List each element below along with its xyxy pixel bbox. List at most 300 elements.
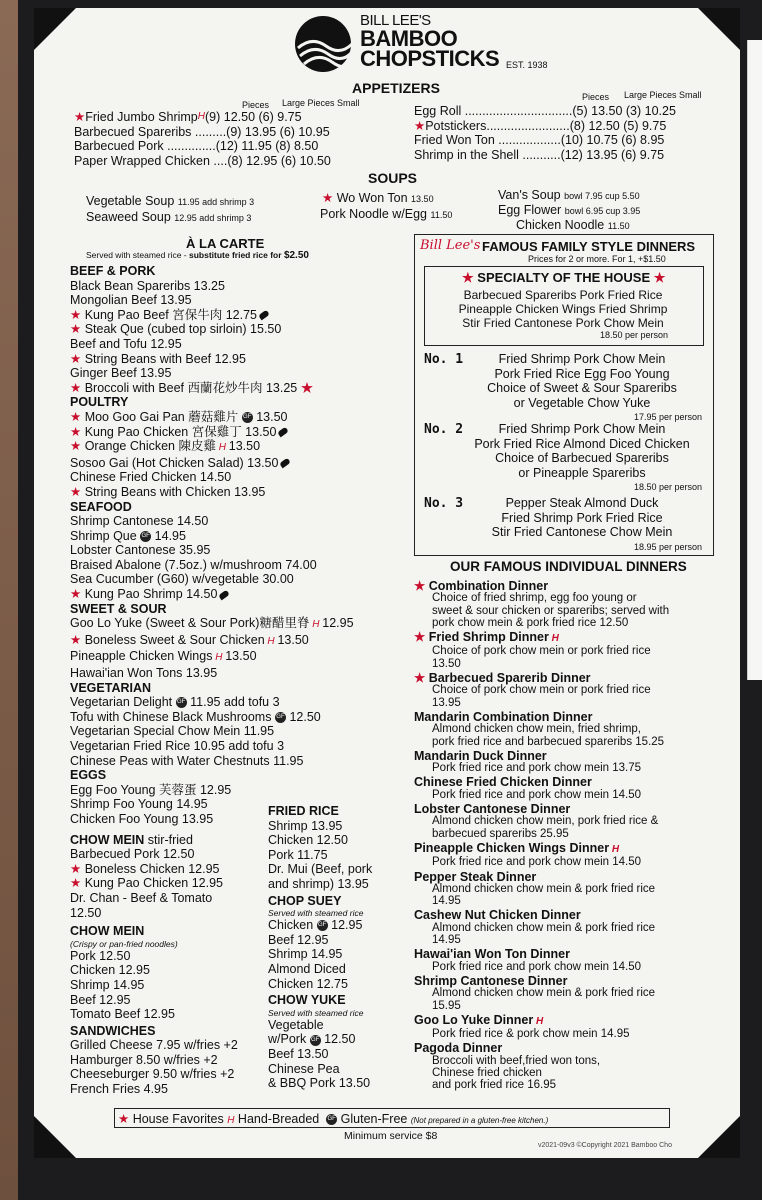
dinner-name-text: Pagoda Dinner: [414, 1041, 503, 1056]
item-text: & BBQ Pork 13.50: [268, 1076, 371, 1091]
item-name: Paper Wrapped Chicken ....: [74, 153, 228, 168]
soup-name: Pork Noodle w/Egg: [320, 207, 428, 221]
item-text: Sea Cucumber (G60) w/vegetable 30.00: [70, 572, 294, 587]
dinner-lines: [462, 352, 702, 425]
item-text: Beef 13.50: [268, 1046, 329, 1061]
menu-item: [70, 616, 354, 633]
paper-edge: [747, 40, 762, 680]
dinner-name: [414, 1014, 669, 1028]
menu-item: [70, 352, 354, 367]
item-text: Dr. Chan - Beef & Tomato: [70, 890, 213, 905]
item-price: 13.50: [256, 409, 288, 424]
menu-item: [70, 470, 354, 485]
legend-gf: Gluten-Free: [340, 1112, 408, 1126]
item-price: 12.95: [331, 918, 363, 933]
star-icon: ★: [653, 270, 666, 285]
soup-price: 11.50: [430, 210, 453, 220]
menu-item: [74, 139, 331, 154]
menu-item: [70, 572, 354, 587]
item-name: Fried Jumbo Shrimp: [85, 110, 198, 124]
est-year: EST. 1938: [506, 60, 548, 70]
item-text: Sosoo Gai (Hot Chicken Salad) 13.50: [70, 455, 279, 470]
star-icon: ★: [70, 307, 85, 322]
soup-price: 12.95 add shrimp 3: [174, 213, 252, 223]
section-title-suffix: stir-fried: [147, 832, 193, 847]
dinner-line: Choice of Barbecued Spareribs: [495, 451, 669, 465]
alacarte-right-column: [268, 804, 372, 1091]
dinner-desc: Almond chicken chow mein, fried shrimp,: [432, 723, 641, 736]
item-text: Shrimp Cantonese 14.50: [70, 514, 209, 529]
dinner-number: No. 2: [424, 422, 464, 437]
item-price: 11.95 add tofu 3: [190, 695, 280, 710]
section-title-text: CHOW YUKE: [268, 993, 346, 1008]
item-text: 12.50: [70, 905, 102, 920]
menu-item: [74, 125, 331, 140]
item-text: Pork 11.75: [268, 847, 328, 862]
item-text: Moo Goo Gai Pan 蘑菇雞片: [84, 409, 239, 424]
item-text: Kung Pao Shrimp 14.50: [84, 587, 218, 602]
dinner-price: 18.50 per person: [633, 482, 702, 492]
item-text: Mongolian Beef 13.95: [70, 293, 192, 308]
hand-breaded-icon: H: [197, 111, 205, 122]
item-text: Chicken Foo Young 13.95: [70, 811, 214, 826]
star-icon: ★: [70, 484, 85, 499]
chili-pepper-icon: [219, 589, 231, 600]
section-title: [70, 768, 354, 783]
menu-item: [414, 133, 676, 148]
hand-breaded-icon: H: [609, 843, 620, 855]
menu-item: [268, 862, 372, 877]
star-icon: ★: [70, 409, 85, 424]
legend-gf-note: (Not prepared in a gluten-free kitchen.): [410, 1116, 549, 1125]
hand-breaded-icon: H: [212, 652, 226, 664]
dinner-name: [414, 871, 669, 883]
soup-item: [498, 203, 640, 217]
section-title: [268, 804, 372, 819]
dinner-name: [414, 711, 669, 723]
item-text: Steak Que (cubed top sirloin) 15.50: [84, 322, 282, 337]
menu-item: [70, 783, 354, 798]
dinner-name-text: Goo Lo Yuke Dinner: [414, 1012, 534, 1027]
menu-item: [70, 724, 354, 739]
dinner-line: or Pineapple Spareribs: [518, 465, 646, 480]
dinner-name: [414, 803, 669, 815]
item-text: Shrimp Que: [70, 528, 137, 543]
menu-item: [70, 514, 354, 529]
gluten-free-icon: GF: [140, 531, 151, 542]
star-icon: ★: [70, 632, 85, 647]
dinner-desc: Chinese fried chicken: [432, 1066, 542, 1079]
dinner-name: [414, 909, 669, 921]
item-text: Hawai'ian Won Tons 13.95: [70, 666, 218, 681]
item-text: Pork 12.50: [70, 948, 131, 963]
menu-item: [414, 119, 676, 134]
star-icon: ★: [70, 351, 85, 366]
brand-main: BAMBOO: [360, 26, 458, 51]
item-text: Pineapple Chicken Wings: [70, 649, 213, 664]
dinner-desc: Almond chicken chow mein, pork fried rice &: [432, 815, 659, 828]
item-name: Egg Roll ...............................: [414, 104, 573, 118]
corner-tab: [698, 8, 740, 50]
dinner-name: [414, 750, 669, 762]
specialty-lines: [434, 288, 692, 330]
item-text: Kung Pao Beef 宮保牛肉 12.75: [84, 307, 258, 322]
specialty-line: Stir Fried Cantonese Pork Chow Mein: [462, 316, 664, 330]
menu-item: [70, 293, 354, 308]
menu-item: [268, 933, 372, 948]
section-title: [268, 993, 372, 1008]
menu-item: [70, 322, 354, 337]
item-price: 12.50: [289, 709, 321, 724]
soup-item: [320, 207, 452, 221]
dinner-desc: Almond chicken chow mein & pork fried rice: [432, 921, 656, 934]
menu-item: [74, 110, 331, 125]
dinner-lines: [462, 496, 702, 554]
menu-item: [70, 366, 354, 381]
individual-title: OUR FAMOUS INDIVIDUAL DINNERS: [450, 559, 687, 574]
item-text: Shrimp 14.95: [268, 947, 343, 962]
soup-name: Vegetable Soup: [86, 194, 175, 208]
gluten-free-icon: GF: [242, 412, 253, 423]
dinner-line: or Vegetable Chow Yuke: [513, 395, 651, 410]
dinner-line: Fried Shrimp Pork Chow Mein: [498, 352, 666, 366]
soups-title: SOUPS: [368, 170, 418, 186]
item-text: Hamburger 8.50 w/fries +2: [70, 1052, 218, 1067]
soup-name: Seaweed Soup: [86, 210, 171, 224]
dinner-name-text: Cashew Nut Chicken Dinner: [414, 908, 581, 923]
dinner-desc: Pork fried rice and pork chow mein 14.50: [432, 856, 642, 869]
menu-item: [70, 410, 354, 425]
item-price: 14.95: [154, 528, 186, 543]
star-icon: ★: [414, 671, 429, 686]
item-name: Barbecued Pork ..............: [74, 139, 216, 153]
item-text: Barbecued Pork 12.50: [70, 847, 195, 862]
alacarte-title: À LA CARTE: [186, 236, 265, 251]
soup-name: Van's Soup: [498, 188, 561, 202]
menu-item: [414, 104, 676, 119]
item-name: Fried Won Ton ..................: [414, 133, 561, 147]
menu-item: [268, 848, 372, 863]
corner-tab: [34, 1116, 76, 1158]
menu-item: [74, 154, 331, 169]
gluten-free-icon: GF: [275, 712, 286, 723]
appetizers-title: APPETIZERS: [352, 80, 440, 96]
item-price: (9) 12.50 (6) 9.75: [205, 110, 302, 124]
dinner-name: [414, 842, 669, 856]
menu-item: [268, 1032, 372, 1047]
family-note: Prices for 2 or more. For 1, +$1.50: [528, 254, 666, 264]
menu-item: [268, 1047, 372, 1062]
star-icon: ★: [70, 587, 85, 602]
hand-breaded-icon: H: [227, 1115, 235, 1126]
dinner-line: Pepper Steak Almond Duck: [505, 496, 659, 510]
menu-item: [268, 1076, 372, 1091]
dinner-name-text: Fried Shrimp Dinner: [428, 630, 549, 645]
dinner-desc: Almond chicken chow mein & pork fried rice: [432, 882, 656, 895]
dinner-desc: Pork fried rice & pork chow mein 14.95: [432, 1028, 630, 1041]
item-text: Boneless Sweet & Sour Chicken: [84, 632, 265, 647]
item-text: String Beans with Chicken 13.95: [84, 484, 266, 499]
app-col-pieces: Pieces: [242, 100, 270, 110]
soup-item: [498, 188, 640, 202]
section-title-text: VEGETARIAN: [70, 680, 152, 695]
app-col-pieces-right: Pieces: [582, 92, 610, 102]
item-text: Chicken 12.50: [268, 833, 348, 848]
specialty-title: ★ SPECIALTY OF THE HOUSE ★: [462, 270, 666, 285]
item-price: 13.50: [277, 632, 309, 647]
item-price: (10) 10.75 (6) 8.95: [560, 133, 665, 147]
alacarte-note: Served with steamed rice - substitute fried rice for $2.50: [86, 250, 309, 261]
gluten-free-icon: GF: [326, 1114, 337, 1125]
hand-breaded-icon: H: [309, 619, 323, 631]
dinner-desc: Choice of fried shrimp, egg foo young or: [432, 592, 637, 605]
dinner-name-text: Barbecued Sparerib Dinner: [428, 671, 591, 686]
section-title-text: CHOP SUEY: [268, 893, 342, 908]
family-title: FAMOUS FAMILY STYLE DINNERS: [482, 239, 696, 254]
section-subtitle: (Crispy or pan-fried noodles): [70, 938, 178, 949]
section-title-text: SANDWICHES: [70, 1023, 156, 1038]
item-text: Kung Pao Chicken 宮保雞丁 13.50: [84, 424, 277, 439]
brand-top: BILL LEE'S: [360, 12, 431, 29]
star-icon: ★: [322, 191, 337, 205]
dinner-desc: pork fried rice and barbecued spareribs 15.25: [432, 735, 665, 748]
gluten-free-icon: GF: [310, 1035, 321, 1046]
menu-item: [268, 877, 372, 892]
item-text: Shrimp Foo Young 14.95: [70, 797, 208, 812]
dinner-desc: 14.95: [432, 895, 461, 908]
section-title-text: POULTRY: [70, 395, 129, 410]
item-text: and shrimp) 13.95: [268, 876, 369, 891]
specialty-line: Barbecued Spareribs Pork Fried Rice: [463, 288, 663, 302]
menu-item: [268, 819, 372, 834]
dinner-line: Pork Fried Rice Egg Foo Young: [494, 366, 670, 381]
section-title: [70, 602, 354, 617]
menu-page: [34, 8, 740, 1158]
dinner-name: [414, 948, 669, 960]
item-price: (8) 12.95 (6) 10.50: [227, 153, 331, 168]
dinner-desc: and pork fried rice 16.95: [432, 1079, 557, 1092]
star-icon: ★: [70, 380, 85, 395]
specialty-line: Pineapple Chicken Wings Fried Shrimp: [458, 302, 668, 316]
dinner-desc: 13.95: [432, 696, 461, 709]
dinner-name-text: Shrimp Cantonese Dinner: [414, 973, 568, 988]
menu-item: [70, 308, 354, 323]
section-title-text: FRIED RICE: [268, 804, 339, 818]
dinner-desc: Almond chicken chow mein & pork fried rice: [432, 987, 656, 1000]
dinner-desc: Pork fried rice and pork chow mein 14.50: [432, 960, 642, 973]
star-icon: ★: [74, 110, 86, 124]
dinner-name: [414, 580, 669, 592]
dinner-desc: Pork fried rice and pork chow mein 13.75: [432, 762, 642, 775]
item-text: Egg Foo Young 芙蓉蛋 12.95: [70, 782, 232, 797]
item-text: Beef and Tofu 12.95: [70, 336, 182, 351]
item-price: (9) 13.95 (6) 10.95: [226, 124, 330, 139]
section-subtitle: Served with steamed rice: [268, 908, 364, 919]
legend-house: House Favorites: [132, 1112, 224, 1126]
appetizers-left: [74, 110, 331, 168]
menu-item: [70, 695, 354, 710]
soup-item: [322, 190, 434, 205]
item-text: Chicken: [268, 918, 314, 933]
soup-price: bowl 6.95 cup 3.95: [564, 206, 641, 216]
legend: [118, 1111, 548, 1126]
dinner-desc: Pork fried rice and pork chow mein 14.50: [432, 788, 642, 801]
gluten-free-icon: GF: [317, 920, 328, 931]
item-text: Chinese Peas with Water Chestnuts 11.95: [70, 753, 304, 768]
item-price: 13.50: [228, 439, 261, 454]
dinner-desc: 13.50: [432, 657, 461, 670]
star-icon: ★: [70, 861, 85, 876]
item-text: Tomato Beef 12.95: [70, 1007, 175, 1022]
section-subtitle: Served with steamed rice: [268, 1007, 364, 1018]
star-icon: ★: [70, 424, 85, 439]
menu-item: [70, 425, 354, 440]
item-text: French Fries 4.95: [70, 1082, 168, 1097]
star-icon: ★: [300, 380, 314, 395]
individual-dinners-list: [414, 578, 669, 1092]
app-col-large: Large Pieces Small: [282, 98, 360, 108]
hand-breaded-icon: H: [533, 1015, 544, 1027]
section-title: [268, 894, 372, 909]
soup-price: 11.95 add shrimp 3: [177, 197, 255, 207]
item-text: Grilled Cheese 7.95 w/fries +2: [70, 1038, 238, 1053]
item-text: Beef 12.95: [268, 932, 329, 947]
item-price: 13.50: [225, 649, 257, 664]
menu-item: [70, 439, 354, 456]
chili-pepper-icon: [278, 427, 290, 438]
soup-item: [86, 194, 254, 208]
dinner-number: No. 3: [424, 496, 464, 511]
section-title-text: EGGS: [70, 768, 107, 783]
section-title-text: CHOW MEIN: [70, 832, 145, 847]
item-text: Ginger Beef 13.95: [70, 366, 172, 381]
section-title-text: CHOW MEIN: [70, 924, 145, 939]
dinner-lines: [462, 422, 702, 495]
dinner-desc: barbecued spareribs 25.95: [432, 827, 569, 840]
app-col-large-right: Large Pieces Small: [624, 90, 702, 100]
menu-item: [268, 1018, 372, 1033]
item-text: Black Bean Spareribs 13.25: [70, 278, 225, 293]
item-text: Chinese Pea: [268, 1061, 340, 1076]
menu-item: [268, 833, 372, 848]
dinner-desc: 15.95: [432, 999, 461, 1012]
menu-item: [70, 558, 354, 573]
item-text: Orange Chicken 陳皮雞: [84, 439, 216, 454]
dinner-desc: sweet & sour chicken or spareribs; served with: [432, 604, 670, 617]
soup-name: Chicken Noodle: [516, 218, 605, 232]
dinner-name: [414, 1042, 669, 1054]
item-price: 12.50: [324, 1032, 356, 1047]
corner-tab: [698, 1116, 740, 1158]
menu-item: [70, 337, 354, 352]
dinner-name: [414, 776, 669, 788]
dinner-line: Pork Fried Rice Almond Diced Chicken: [474, 436, 690, 451]
item-text: Vegetable: [268, 1017, 324, 1032]
corner-tab: [34, 8, 76, 50]
soup-price: 11.50: [607, 221, 630, 231]
item-text: Cheeseburger 9.50 w/fries +2: [70, 1067, 235, 1082]
menu-item: [70, 633, 354, 650]
item-text: Chinese Fried Chicken 14.50: [70, 470, 232, 485]
dinner-name-text: Combination Dinner: [428, 579, 549, 593]
item-name: Barbecued Spareribs .........: [74, 124, 227, 139]
dinner-desc: pork chow mein & pork fried rice 12.50: [432, 616, 629, 629]
star-icon: ★: [414, 118, 426, 133]
section-title-text: BEEF & PORK: [70, 264, 156, 278]
menu-item: [70, 485, 354, 500]
menu-item: [70, 739, 354, 754]
item-text: Almond Diced: [268, 961, 346, 976]
menu-item: [70, 279, 354, 294]
hand-breaded-icon: H: [264, 635, 278, 647]
star-icon: ★: [70, 322, 85, 337]
menu-item: [70, 529, 354, 544]
item-price: (8) 12.50 (5) 9.75: [569, 118, 667, 133]
item-text: Goo Lo Yuke (Sweet & Sour Pork)糖醋里脊: [70, 616, 310, 631]
dinner-name-text: Pepper Steak Dinner: [414, 869, 537, 884]
menu-item: [70, 381, 354, 396]
item-text: Beef 12.95: [70, 992, 131, 1007]
dinner-desc: Broccoli with beef,fried won tons,: [432, 1054, 601, 1067]
dinner-line: Fried Shrimp Pork Fried Rice: [501, 510, 663, 525]
dinner-name-text: Mandarin Duck Dinner: [414, 748, 547, 763]
dinner-name: [414, 975, 669, 987]
star-icon: ★: [118, 1112, 130, 1126]
menu-item: [70, 587, 354, 602]
section-title: [70, 264, 354, 279]
item-price: (12) 11.95 (8) 8.50: [215, 139, 319, 153]
dinner-name: [414, 672, 669, 684]
specialty-price: 18.50 per person: [600, 330, 669, 340]
item-text: Broccoli with Beef 西蘭花炒牛肉 13.25: [84, 380, 298, 395]
menu-item: [70, 649, 354, 666]
dinner-name-text: Lobster Cantonese Dinner: [414, 802, 571, 817]
item-text: Tofu with Chinese Black Mushrooms: [70, 709, 272, 724]
soup-name: Wo Won Ton: [336, 191, 408, 205]
item-text: String Beans with Beef 12.95: [84, 351, 246, 366]
item-text: Boneless Chicken 12.95: [84, 861, 220, 876]
menu-item: [70, 456, 354, 471]
minimum-service: Minimum service $8: [344, 1130, 438, 1142]
item-name: Potstickers........................: [425, 118, 570, 133]
star-icon: ★: [414, 630, 429, 645]
dinner-desc: 14.95: [432, 934, 461, 947]
dinner-line: Fried Shrimp Pork Chow Mein: [498, 422, 666, 436]
dinner-line: Choice of Sweet & Sour Spareribs: [487, 381, 677, 395]
item-text: Dr. Mui (Beef, pork: [268, 862, 373, 877]
hand-breaded-icon: H: [216, 442, 229, 454]
section-title: [70, 681, 354, 696]
menu-item: [268, 918, 372, 933]
copyright: v2021-09v3 ©Copyright 2021 Bamboo Cho: [538, 1142, 672, 1149]
item-text: Kung Pao Chicken 12.95: [84, 876, 223, 891]
gluten-free-icon: GF: [176, 697, 187, 708]
soup-item: [86, 210, 251, 224]
hand-breaded-icon: H: [548, 633, 559, 645]
dinner-price: 17.95 per person: [633, 412, 702, 422]
dinner-name: [414, 631, 669, 645]
section-title-text: SEAFOOD: [70, 499, 132, 514]
dinner-name-text: Pineapple Chicken Wings Dinner: [414, 840, 610, 855]
item-text: Shrimp 13.95: [268, 818, 343, 833]
menu-item: [268, 977, 372, 992]
dinner-number: No. 1: [424, 352, 464, 367]
dinner-name-text: Mandarin Combination Dinner: [414, 709, 593, 724]
menu-item: [414, 148, 676, 163]
dinner-desc: Choice of pork chow mein or pork fried rice: [432, 645, 651, 658]
dinner-line: Stir Fried Cantonese Chow Mein: [491, 525, 673, 539]
menu-item: [268, 1062, 372, 1077]
